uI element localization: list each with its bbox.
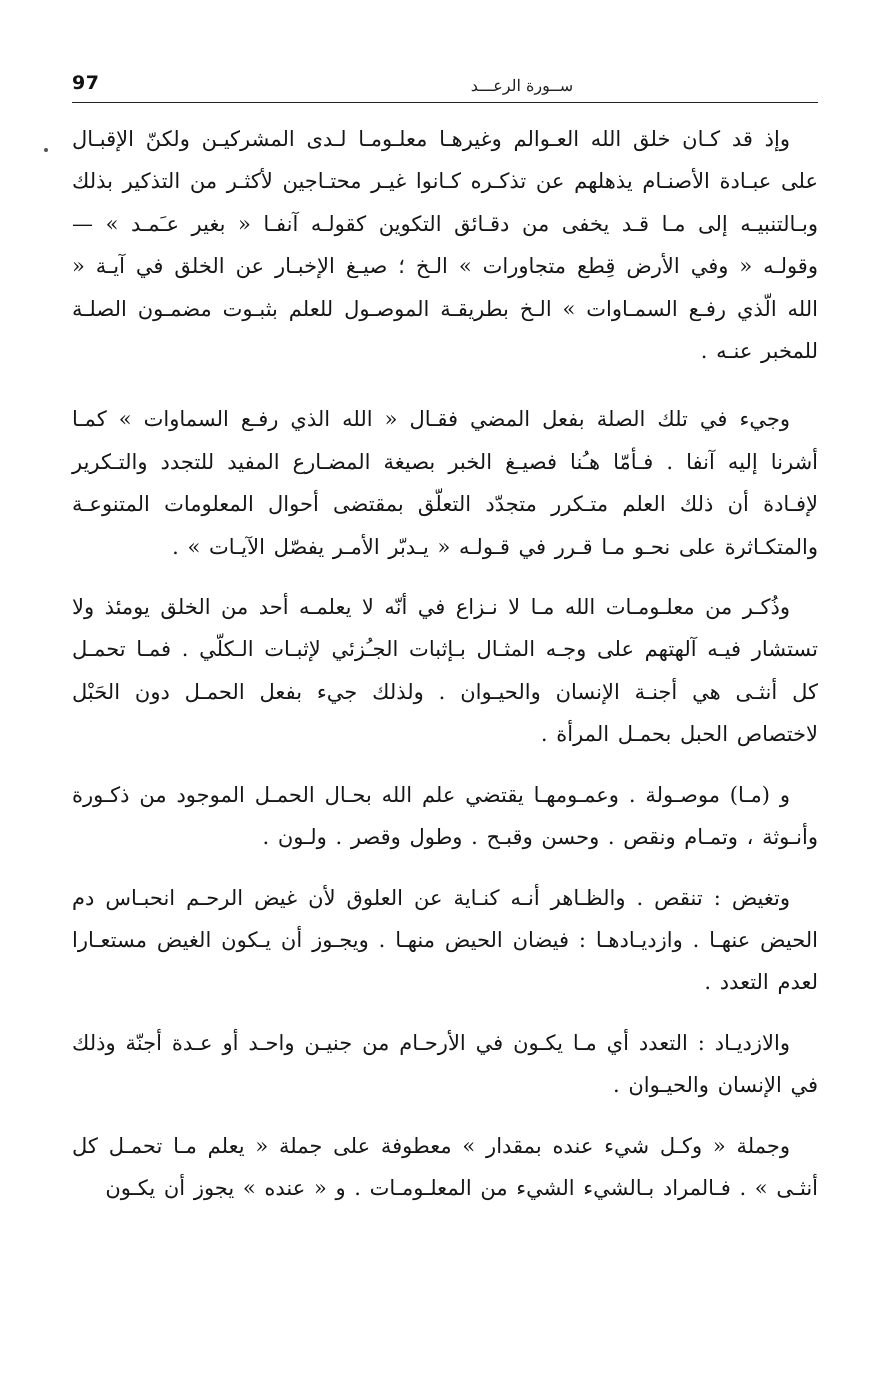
sura-title: ســورة الرعـــد bbox=[470, 76, 574, 95]
paragraph: وتغيض : تنقص . والظـاهر أنـه كنـاية عن العلوق لأن غيض الرحـم انحبـاس دم الحيض عنهـا . وازديـادهـا : فيضان الحيض منهـا . ويجـوز أن يـكون الغيض مستعـارا لعدم التعدد . bbox=[72, 885, 818, 995]
running-head bbox=[72, 70, 818, 100]
paragraph: والازديـاد : التعدد أي مـا يكـون في الأرحـام من جنيـن واحـد أو عـدة أجنّة وذلك في الإنسان والحيـوان . bbox=[72, 1030, 818, 1098]
paragraph: وجملة « وكـل شيء عنده بمقدار » معطوفة على جملة « يعلم مـا تحمـل كل أنثـى » . فـالمراد بـالشيء الشيء من المعلـومـات . و « عنده » يجوز أن يكـون bbox=[72, 1133, 818, 1200]
page-number: 97 bbox=[72, 72, 100, 94]
header-rule bbox=[72, 102, 818, 103]
body-text bbox=[72, 118, 818, 1227]
paragraph: و (مـا) موصـولة . وعمـومهـا يقتضي علم الله بحـال الحمـل الموجود من ذكـورة وأنـوثة ، وتمـام ونقص . وحسن وقبـح . وطول وقصر . ولـون . bbox=[72, 782, 818, 850]
paragraph: وجيء في تلك الصلة بفعل المضي فقـال « الله الذي رفـع السماوات » كمـا أشرنا إليه آنفا . فـأمّا هـُنا فصيـغ الخبر بصيغة المضـارع المفيد للتجدد والتـكرير لإفـادة أن ذلك العلم متـكرر متجدّد التعلّق بمقتضى أحوال المعلومات المتنوعـة والمتكـاثرة على نحـو مـا قـرر في قـولـه « يـدبّر الأمـر يفصّل الآيـات » . bbox=[72, 407, 818, 559]
paragraph: وإذ قد كـان خلق الله العـوالم وغيرهـا معلـومـا لـدى المشركيـن ولكنّ الإقبـال على عبـادة الأصنـام يذهلهم عن تذكـره كـانوا غيـر محتـاجين لأكثـر من التذكير بذلك وبـالتنبيـه إلى مـا قـد يخفى من دقـائق التكوين كقولـه آنفـا « بغير عـَمـد » — وقولـه « وفي الأرض قِطع متجاورات » الـخ ؛ صيـغ الإخبـار عن الخلق في آيـة « الله الّذي رفـع السمـاوات » الـخ بطريقـة الموصـول للعلم بثبـوت مضمـون الصلـة للمخبر عنـه . bbox=[72, 127, 818, 364]
print-speck bbox=[44, 148, 48, 152]
paragraph: وذُكـر من معلـومـات الله مـا لا نـزاع في أنّه لا يعلمـه أحد من الخلق يومئذ ولا تستشار فيـه آلهتهم على وجـه المثـال بـإثبات الجـُزئي لإثبـات الـكلّي . فمـا تحمـل كل أنثـى هي أجنـة الإنسان والحيـوان . ولذلك جيء بفعل الحمـل دون الحَبْل لاختصاص الحبل بحمـل المرأة . bbox=[72, 595, 818, 747]
